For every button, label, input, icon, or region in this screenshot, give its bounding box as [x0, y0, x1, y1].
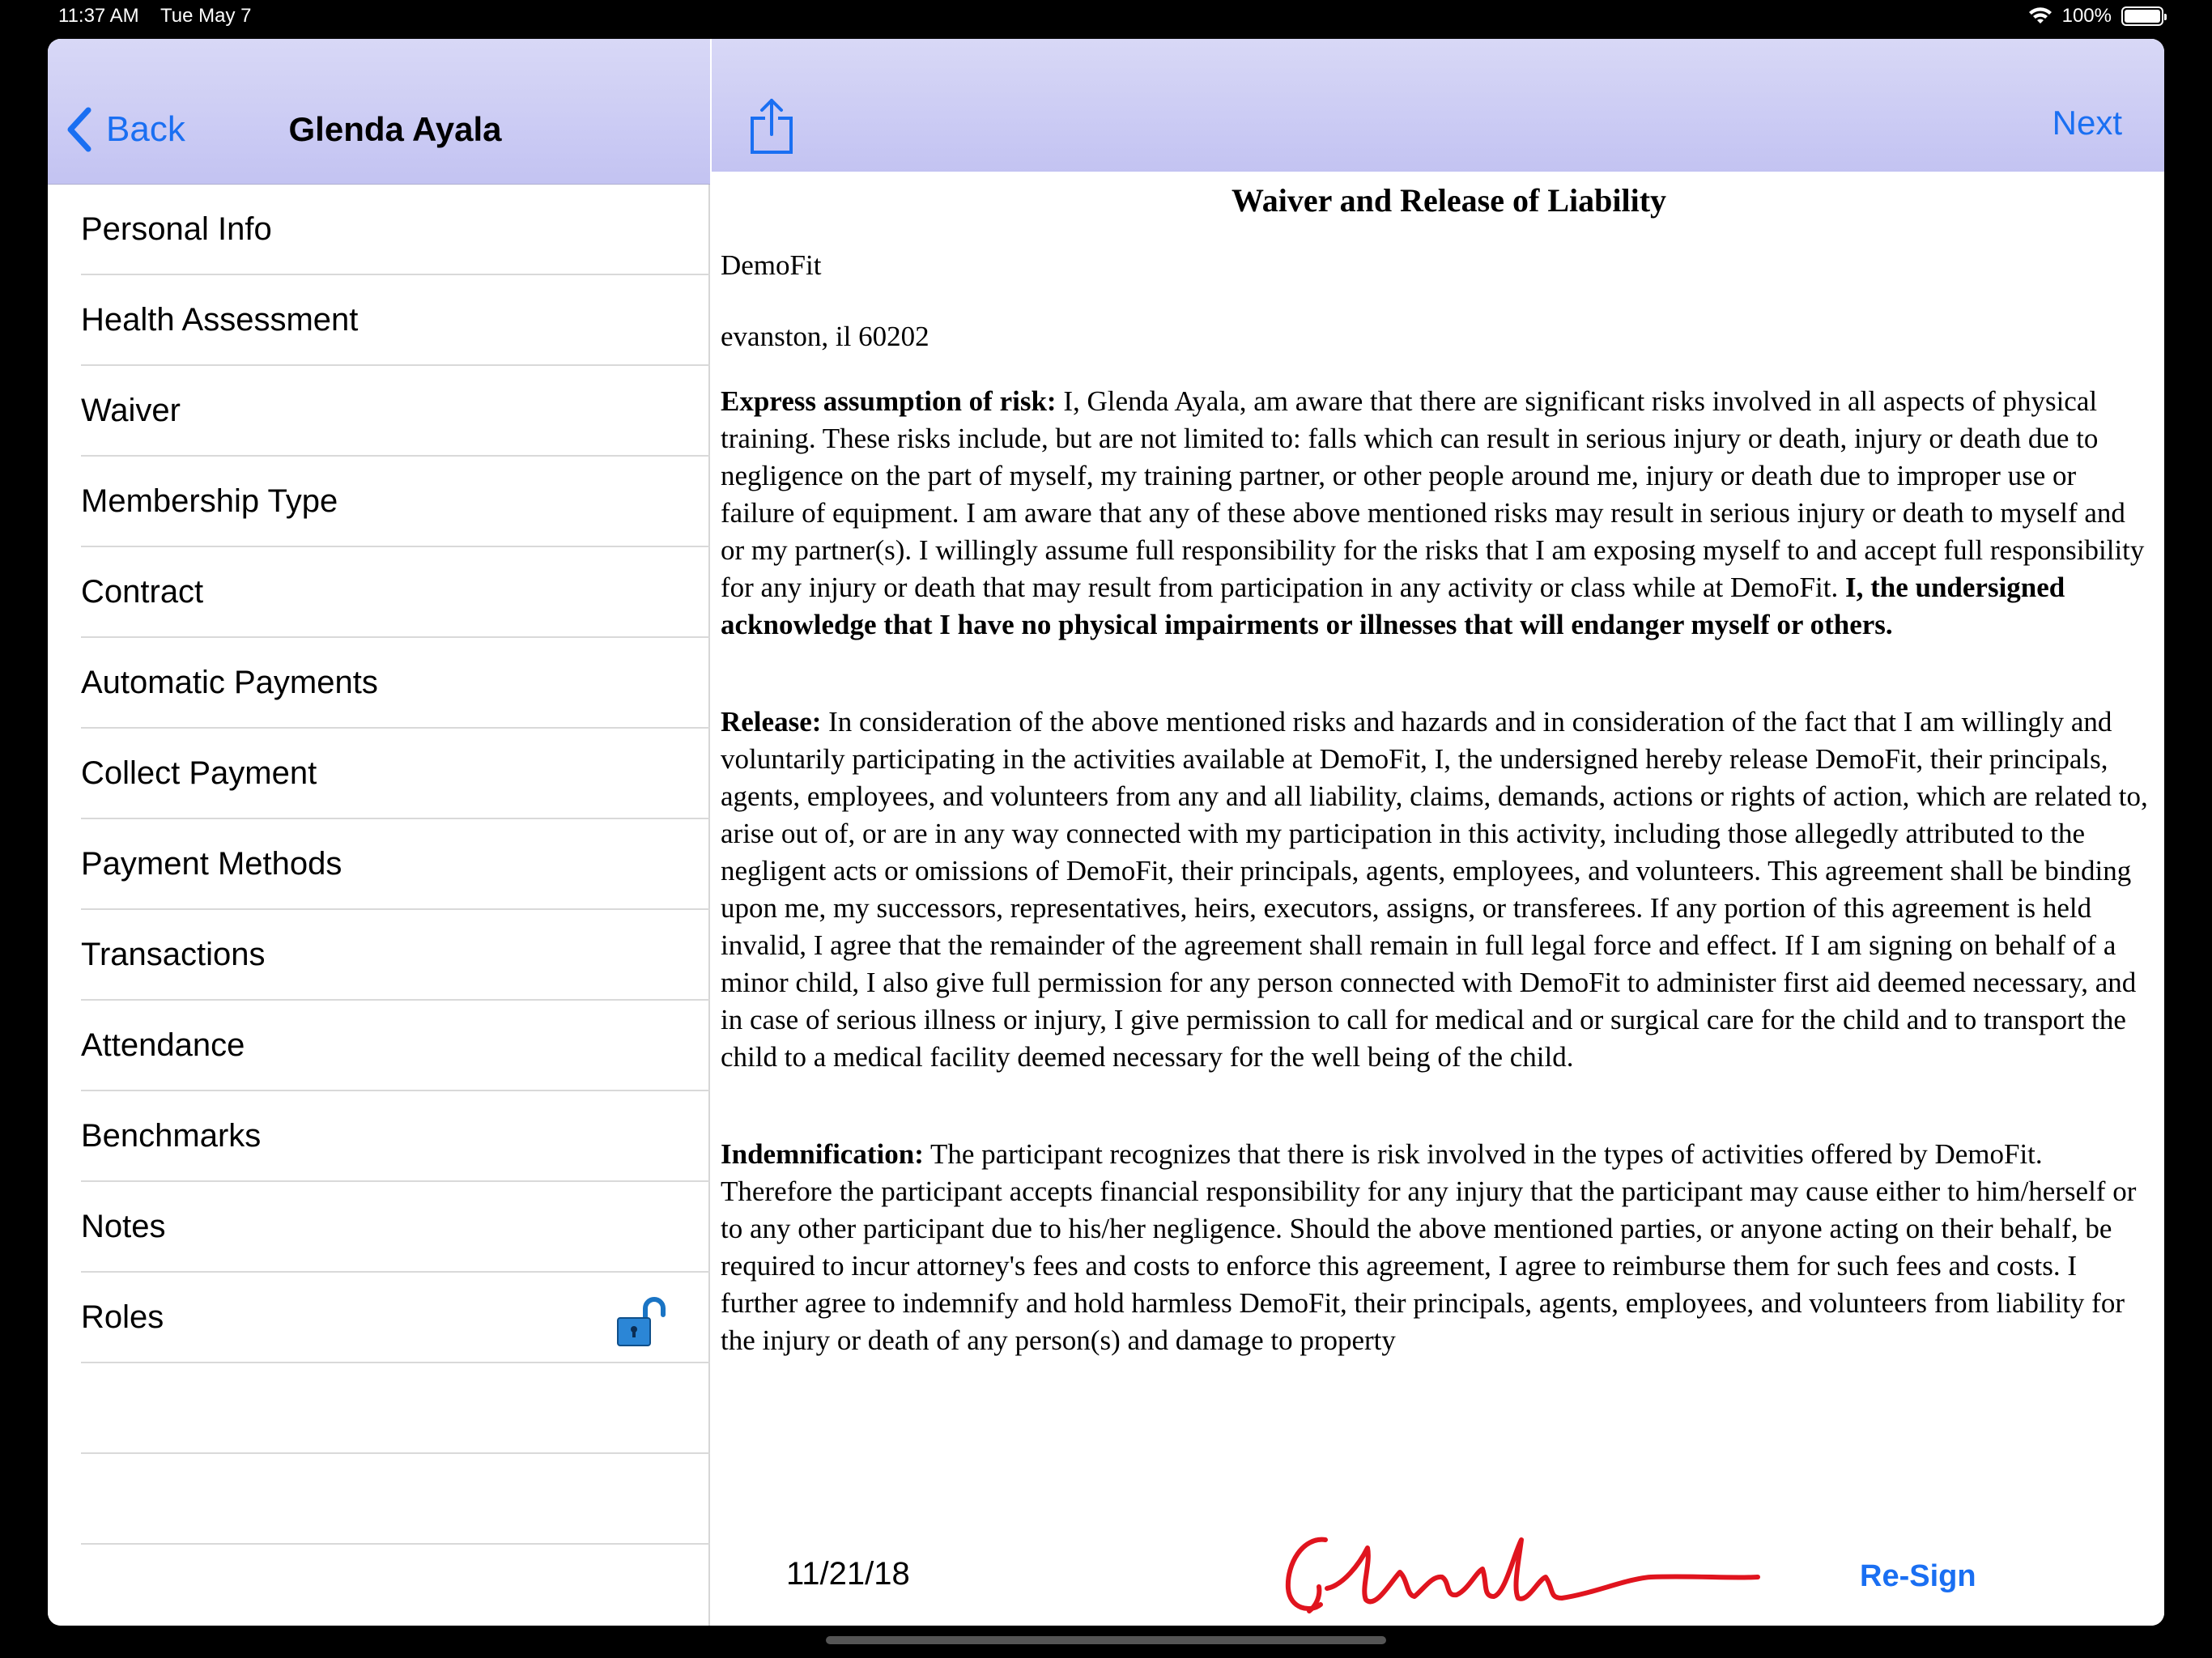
sidebar-item-automatic-payments[interactable]: [81, 638, 710, 729]
release-body: In consideration of the above mentioned risks and hazards and in consideration of the fact that I am willingly and voluntarily participating in the activities available at DemoFit, I, the undersigned hereby release DemoFit, their principals, agents, employees, and volunteers from any and all liability, claims, demands, actions or rights of action, which are related to, arise out of, or are in any way connected with my participation in this activity, including those allegedly attributed to the negligent acts or omissions of DemoFit, their principals, agents, employees, and volunteers. This agreement shall be binding upon me, my successors, representatives, heirs, executors, assigns, or transferees. If any portion of this agreement is held invalid, I agree that the remainder of the agreement shall remain in full legal force and effect. If I am signing on behalf of a minor child, I also give full permission for any person connected with DemoFit to administer first aid deemed necessary, and in case of serious illness or injury, I give permission to call for medical and or surgical care for the child and to transport the child to a medical facility deemed necessary for the well being of the child.: [721, 706, 2148, 1073]
document-title: Waiver and Release of Liability: [1231, 182, 1667, 219]
sidebar-item-membership-type[interactable]: [81, 457, 710, 547]
sidebar-item-waiver[interactable]: [81, 366, 710, 457]
wifi-icon: [2028, 7, 2052, 25]
sidebar-item-label: Membership Type: [81, 483, 338, 519]
signature-date: 11/21/18: [786, 1556, 910, 1592]
status-indicators: [2028, 5, 2163, 28]
sidebar-item-transactions[interactable]: [81, 910, 710, 1001]
sidebar-menu: [48, 185, 710, 1545]
unlocked-padlock-icon[interactable]: [615, 1295, 671, 1347]
home-indicator[interactable]: [826, 1636, 1386, 1644]
next-button[interactable]: Next: [2052, 104, 2122, 142]
sidebar-item-label: Benchmarks: [81, 1117, 262, 1154]
sidebar-item-label: Personal Info: [81, 210, 272, 247]
battery-percent: 100%: [2061, 5, 2112, 27]
sidebar-item-health-assessment[interactable]: [81, 275, 710, 366]
sidebar-item-attendance[interactable]: [81, 1001, 710, 1091]
sidebar-item-label: Health Assessment: [81, 301, 359, 338]
express-assumption-acknowledgement: I, the undersigned acknowledge that I have no physical impairments or illnesses that will endanger myself or others.: [721, 572, 2065, 640]
sidebar-item-personal-info[interactable]: [81, 185, 710, 275]
sidebar-item-label: Roles: [81, 1299, 164, 1335]
sidebar-item-roles[interactable]: [81, 1273, 710, 1363]
document-address: evanston, il 60202: [721, 321, 929, 352]
signature-image: [1270, 1532, 1772, 1621]
express-assumption-body: I, Glenda Ayala, am aware that there are significant risks involved in all aspects of physical training. These risks include, but are not limited to: falls which can result in serious injury or death, injury or death due to negligence on the part of myself, my training partner, or other people around me, injury or death due to improper use or failure of equipment. I am aware that any of these above mentioned risks may result in serious injury or death to myself and or my partner(s). I willingly assume full responsibility for the risks that I am exposing myself to and accept full responsibility for any injury or death that may result from participation in any activity or class while at DemoFit.: [721, 385, 2145, 603]
re-sign-button[interactable]: Re-Sign: [1860, 1559, 1976, 1593]
release-paragraph: [721, 704, 2153, 1076]
document-company: DemoFit: [721, 249, 822, 281]
detail-header: [712, 39, 2164, 172]
sidebar-item-label: Collect Payment: [81, 755, 317, 791]
back-label: Back: [106, 109, 185, 149]
waiver-document[interactable]: [712, 172, 2164, 1499]
sidebar-item-benchmarks[interactable]: [81, 1091, 710, 1182]
sidebar-empty-row: [81, 1363, 710, 1454]
sidebar: [48, 39, 710, 1626]
page-title: Glenda Ayala: [288, 110, 502, 148]
sidebar-item-label: Contract: [81, 573, 204, 610]
detail-pane: [712, 39, 2164, 1626]
sidebar-item-contract[interactable]: [81, 547, 710, 638]
sidebar-item-label: Transactions: [81, 936, 266, 972]
status-time: 11:37 AM: [58, 5, 139, 27]
indemnification-heading: Indemnification:: [721, 1138, 924, 1170]
status-date: Tue May 7: [160, 5, 252, 27]
status-bar: [0, 0, 2212, 34]
sidebar-item-label: Automatic Payments: [81, 664, 378, 700]
signature-bar: [712, 1499, 2164, 1626]
sidebar-item-payment-methods[interactable]: [81, 819, 710, 910]
share-icon[interactable]: [749, 97, 794, 155]
sidebar-item-label: Payment Methods: [81, 845, 342, 882]
sidebar-item-label: Notes: [81, 1208, 166, 1244]
release-heading: Release:: [721, 706, 822, 738]
indemnification-paragraph: [721, 1136, 2153, 1359]
app-window: [48, 39, 2164, 1626]
sidebar-item-collect-payment[interactable]: [81, 729, 710, 819]
battery-icon: [2121, 6, 2163, 26]
sidebar-empty-row: [81, 1454, 710, 1545]
sidebar-item-label: Waiver: [81, 392, 181, 428]
sidebar-header: [48, 39, 710, 185]
indemnification-body: The participant recognizes that there is risk involved in the types of activities offered by DemoFit. Therefore the participant accepts financial responsibility for any injury that the participant may cause either to him/herself or to any other participant due to his/her negligence. Should the above mentioned parties, or anyone acting on their behalf, be required to incur attorney's fees and costs to enforce this agreement, I agree to reimburse them for such fees and costs. I further agree to indemnify and hold harmless DemoFit, their principals, agents, employees, and volunteers from liability for the injury or death of any person(s) and damage to property: [721, 1138, 2137, 1356]
sidebar-item-notes[interactable]: [81, 1182, 710, 1273]
express-assumption-paragraph: [721, 383, 2153, 644]
express-assumption-heading: Express assumption of risk:: [721, 385, 1057, 417]
sidebar-item-label: Attendance: [81, 1027, 245, 1063]
